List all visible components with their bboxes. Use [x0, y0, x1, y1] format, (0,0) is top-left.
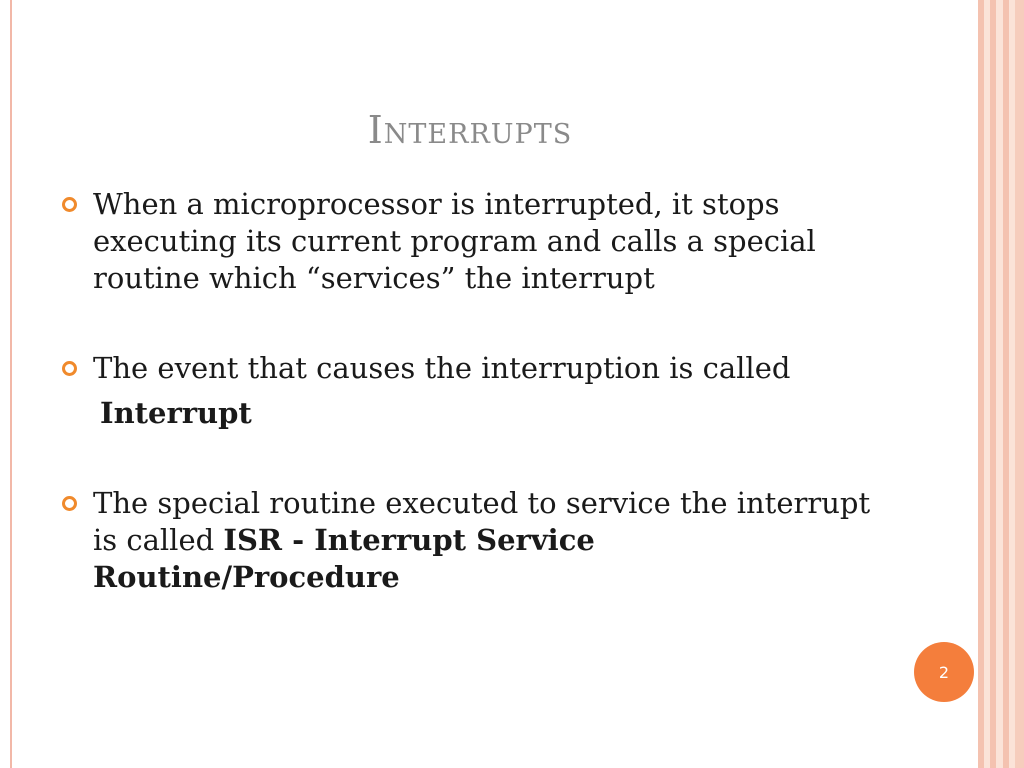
decor-stripe — [990, 0, 996, 768]
bullet-text: The special routine executed to service the interrupt is called — [93, 486, 871, 557]
bullet-text-block — [93, 350, 873, 432]
decor-stripe — [1003, 0, 1009, 768]
bullet-circle-icon — [62, 197, 77, 212]
bullet-text: The event that causes the interruption is called — [93, 351, 791, 385]
bullet-text: When a microprocessor is interrupted, it stops executing its current program and calls a special routine which “services” the interrupt — [93, 187, 816, 295]
bullet-emphasis: Interrupt — [100, 396, 252, 430]
bullet-circle-icon — [62, 496, 77, 511]
decor-stripe — [978, 0, 984, 768]
page-number-badge: 2 — [914, 642, 974, 702]
bullet-emphasis: ISR - Interrupt Service Routine/Procedure — [93, 523, 595, 594]
decor-stripe — [1015, 0, 1024, 768]
bullet-circle-icon — [62, 361, 77, 376]
bullet-text-block — [93, 485, 873, 596]
slide-title: Interrupts — [367, 108, 573, 152]
